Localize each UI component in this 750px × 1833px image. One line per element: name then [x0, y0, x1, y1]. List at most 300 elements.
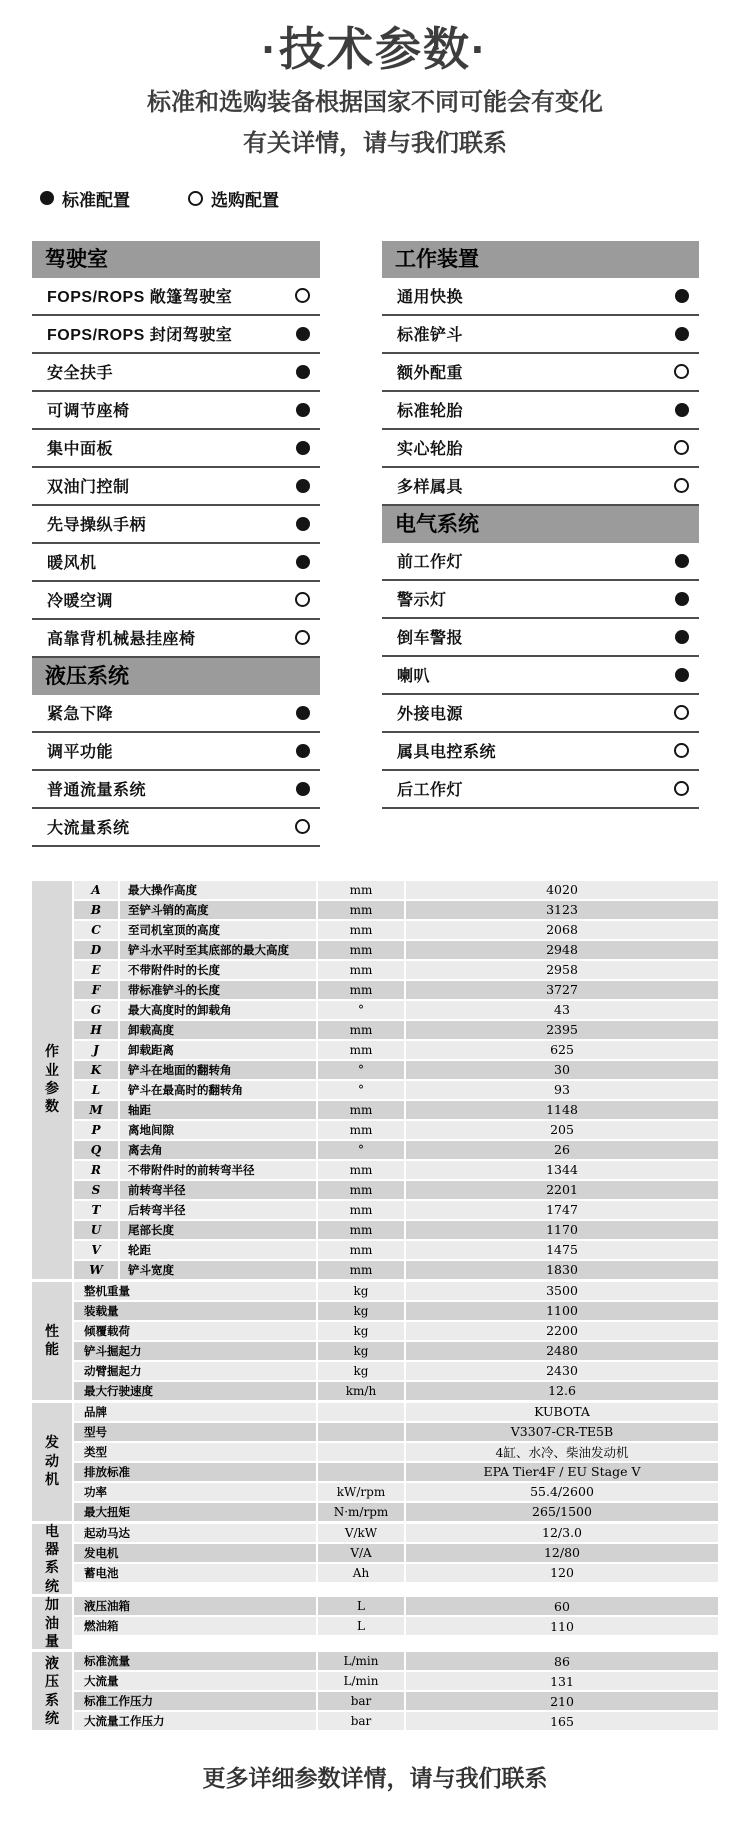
group-label-char: 系	[45, 1559, 59, 1576]
spec-unit: °	[318, 1001, 404, 1019]
table-row	[74, 1463, 718, 1481]
spec-value: 110	[406, 1617, 718, 1635]
equipment-column	[382, 241, 699, 847]
table-row	[74, 1041, 718, 1059]
spec-unit: L	[318, 1617, 404, 1635]
spec-desc: 轮距	[120, 1241, 316, 1259]
spec-desc: 至司机室顶的高度	[120, 921, 316, 939]
equipment-item-label: 标准铲斗	[397, 327, 464, 345]
spec-value: 165	[406, 1712, 718, 1730]
spec-letter: J	[74, 1041, 118, 1059]
group-label	[32, 1524, 72, 1595]
spec-letter: P	[74, 1121, 118, 1139]
equipment-item-label: 可调节座椅	[47, 403, 130, 421]
table-row	[74, 1483, 718, 1501]
legend-standard	[40, 186, 130, 211]
spec-desc: 类型	[74, 1443, 316, 1461]
standard-dot-icon	[296, 706, 310, 720]
spec-desc: 液压油箱	[74, 1597, 316, 1615]
spec-unit: kg	[318, 1302, 404, 1320]
table-row	[74, 1322, 718, 1340]
table-row	[74, 981, 718, 999]
table-row	[74, 1342, 718, 1360]
spec-desc: 卸载距离	[120, 1041, 316, 1059]
equipment-columns	[32, 241, 750, 847]
spec-value: 30	[406, 1061, 718, 1079]
standard-dot-icon	[675, 554, 689, 568]
spec-unit: mm	[318, 901, 404, 919]
table-row	[74, 1503, 718, 1521]
spec-desc: 型号	[74, 1423, 316, 1441]
group-rows	[74, 881, 718, 1279]
equipment-item	[32, 278, 320, 316]
spec-desc: 动臂掘起力	[74, 1362, 316, 1380]
spec-value: 3500	[406, 1282, 718, 1300]
legend-optional	[188, 186, 279, 211]
spec-unit: mm	[318, 881, 404, 899]
spec-letter: U	[74, 1221, 118, 1239]
table-row	[74, 961, 718, 979]
spec-group	[32, 1282, 718, 1400]
spec-letter: L	[74, 1081, 118, 1099]
spec-desc: 轴距	[120, 1101, 316, 1119]
spec-value: EPA Tier4F / EU Stage V	[406, 1463, 718, 1481]
equipment-item	[32, 582, 320, 620]
group-label-char: 液	[45, 1655, 59, 1672]
optional-dot-icon	[674, 705, 689, 720]
spec-unit: L	[318, 1597, 404, 1615]
spec-value: 1830	[406, 1261, 718, 1279]
equipment-item	[382, 619, 699, 657]
table-row	[74, 941, 718, 959]
table-row	[74, 1564, 718, 1582]
table-row	[74, 1692, 718, 1710]
spec-unit: mm	[318, 1161, 404, 1179]
spec-letter: R	[74, 1161, 118, 1179]
group-label-char: 能	[45, 1341, 59, 1358]
group-label	[32, 881, 72, 1279]
spec-value: 2480	[406, 1342, 718, 1360]
equipment-item	[382, 392, 699, 430]
spec-desc: 铲斗掘起力	[74, 1342, 316, 1360]
optional-dot-icon	[674, 478, 689, 493]
spec-unit: km/h	[318, 1382, 404, 1400]
spec-desc: 燃油箱	[74, 1617, 316, 1635]
equipment-item-label: 高靠背机械悬挂座椅	[47, 631, 196, 649]
optional-dot-icon	[295, 819, 310, 834]
standard-dot-icon	[296, 441, 310, 455]
spec-unit: mm	[318, 1201, 404, 1219]
spec-desc: 大流量工作压力	[74, 1712, 316, 1730]
spec-desc: 至铲斗销的高度	[120, 901, 316, 919]
spec-value: KUBOTA	[406, 1403, 718, 1421]
group-label	[32, 1282, 72, 1400]
spec-group	[32, 1403, 718, 1521]
group-rows	[74, 1524, 718, 1595]
spec-desc: 不带附件时的前转弯半径	[120, 1161, 316, 1179]
equipment-item-label: FOPS/ROPS 敞篷驾驶室	[47, 289, 233, 307]
equipment-item-label: 警示灯	[397, 592, 447, 610]
section-header: 驾驶室	[32, 241, 320, 278]
equipment-item-label: 普通流量系统	[47, 782, 147, 800]
equipment-item-label: 通用快换	[397, 289, 464, 307]
spec-value: 2395	[406, 1021, 718, 1039]
spec-value: 205	[406, 1121, 718, 1139]
equipment-item	[32, 620, 320, 658]
equipment-item	[382, 278, 699, 316]
equipment-item	[32, 695, 320, 733]
spec-unit: L/min	[318, 1652, 404, 1670]
group-label-char: 机	[45, 1471, 59, 1488]
group-label-char: 电	[45, 1522, 59, 1539]
table-row	[74, 1597, 718, 1615]
spec-value: 265/1500	[406, 1503, 718, 1521]
spec-letter: Q	[74, 1141, 118, 1159]
equipment-item-label: 先导操纵手柄	[47, 517, 147, 535]
equipment-item	[32, 354, 320, 392]
page-title: ·技术参数·	[261, 23, 489, 75]
group-label	[32, 1652, 72, 1730]
group-rows	[74, 1652, 718, 1730]
table-row	[74, 1161, 718, 1179]
spec-desc: 不带附件时的长度	[120, 961, 316, 979]
equipment-item	[32, 544, 320, 582]
spec-letter: D	[74, 941, 118, 959]
group-label-char: 量	[45, 1632, 59, 1649]
equipment-item	[32, 506, 320, 544]
group-label	[32, 1597, 72, 1649]
spec-value: 3123	[406, 901, 718, 919]
optional-dot-icon	[674, 781, 689, 796]
equipment-column	[32, 241, 320, 847]
spec-desc: 功率	[74, 1483, 316, 1501]
group-label-char: 业	[45, 1061, 59, 1078]
spec-value: 4缸、水冷、柴油发动机	[406, 1443, 718, 1461]
table-row	[74, 1382, 718, 1400]
table-row	[74, 881, 718, 899]
spec-letter: A	[74, 881, 118, 899]
group-rows	[74, 1403, 718, 1521]
spec-letter: H	[74, 1021, 118, 1039]
spec-value: 12.6	[406, 1382, 718, 1400]
table-row	[74, 1101, 718, 1119]
spec-value: 2958	[406, 961, 718, 979]
standard-dot-icon	[675, 668, 689, 682]
spec-desc: 铲斗在最高时的翻转角	[120, 1081, 316, 1099]
equipment-item-label: 集中面板	[47, 441, 114, 459]
table-row	[74, 1712, 718, 1730]
spec-unit: V/kW	[318, 1524, 404, 1542]
spec-desc: 后转弯半径	[120, 1201, 316, 1219]
standard-dot-icon	[296, 365, 310, 379]
spec-unit: kg	[318, 1362, 404, 1380]
table-row	[74, 1403, 718, 1421]
standard-dot-icon	[296, 327, 310, 341]
group-label-char: 数	[45, 1098, 59, 1115]
equipment-item	[382, 581, 699, 619]
spec-unit: mm	[318, 1021, 404, 1039]
group-rows	[74, 1282, 718, 1400]
spec-desc: 标准流量	[74, 1652, 316, 1670]
footer-note: 更多详细参数详情，请与我们联系	[202, 1765, 548, 1792]
spec-unit: N·m/rpm	[318, 1503, 404, 1521]
table-row	[74, 1617, 718, 1635]
spec-desc: 铲斗宽度	[120, 1261, 316, 1279]
spec-value: 120	[406, 1564, 718, 1582]
equipment-item	[382, 354, 699, 392]
spec-group	[32, 881, 718, 1279]
spec-group	[32, 1597, 718, 1649]
standard-dot-icon	[296, 744, 310, 758]
spec-letter: K	[74, 1061, 118, 1079]
spec-desc: 装载量	[74, 1302, 316, 1320]
spec-unit: kg	[318, 1342, 404, 1360]
spec-value: 210	[406, 1692, 718, 1710]
spec-value: 1344	[406, 1161, 718, 1179]
table-row	[74, 1302, 718, 1320]
spec-value: 2948	[406, 941, 718, 959]
group-label-char: 发	[45, 1434, 59, 1451]
group-rows	[74, 1597, 718, 1649]
table-row	[74, 1362, 718, 1380]
equipment-item-label: 外接电源	[397, 706, 464, 724]
spec-desc: 蓄电池	[74, 1564, 316, 1582]
equipment-item	[32, 771, 320, 809]
table-row	[74, 1241, 718, 1259]
spec-unit: bar	[318, 1712, 404, 1730]
group-label-char: 性	[45, 1322, 59, 1339]
standard-dot-icon	[675, 289, 689, 303]
spec-value: 1475	[406, 1241, 718, 1259]
equipment-item	[32, 430, 320, 468]
group-label-char: 作	[45, 1043, 59, 1060]
standard-dot-icon	[675, 403, 689, 417]
standard-dot-icon	[296, 479, 310, 493]
equipment-item	[382, 657, 699, 695]
spec-unit	[318, 1443, 404, 1461]
spec-letter: G	[74, 1001, 118, 1019]
equipment-item-label: 倒车警报	[397, 630, 464, 648]
table-row	[74, 1221, 718, 1239]
spec-value: 43	[406, 1001, 718, 1019]
equipment-item-label: 额外配重	[397, 365, 464, 383]
page-subtitle-line1: 标准和选购装备根据国家不同可能会有变化	[147, 89, 603, 117]
spec-letter: E	[74, 961, 118, 979]
equipment-item-label: 实心轮胎	[397, 441, 464, 459]
optional-dot-icon	[674, 743, 689, 758]
spec-unit	[318, 1403, 404, 1421]
table-row	[74, 1021, 718, 1039]
spec-unit: mm	[318, 1241, 404, 1259]
spec-value: 1170	[406, 1221, 718, 1239]
group-label-char: 加	[45, 1596, 59, 1613]
spec-desc: 最大扭矩	[74, 1503, 316, 1521]
standard-dot-icon	[296, 403, 310, 417]
table-row	[74, 1652, 718, 1670]
table-row	[74, 1121, 718, 1139]
spec-unit: mm	[318, 1041, 404, 1059]
spec-desc: 铲斗在地面的翻转角	[120, 1061, 316, 1079]
spec-desc: 发电机	[74, 1544, 316, 1562]
table-row	[74, 1261, 718, 1279]
spec-value: 625	[406, 1041, 718, 1059]
spec-value: 3727	[406, 981, 718, 999]
spec-value: 12/80	[406, 1544, 718, 1562]
spec-unit: mm	[318, 1101, 404, 1119]
spec-letter: V	[74, 1241, 118, 1259]
spec-unit: L/min	[318, 1672, 404, 1690]
spec-desc: 最大操作高度	[120, 881, 316, 899]
equipment-item	[382, 468, 699, 506]
table-row	[74, 1061, 718, 1079]
spec-desc: 最大高度时的卸载角	[120, 1001, 316, 1019]
equipment-item	[32, 316, 320, 354]
spec-unit: mm	[318, 961, 404, 979]
table-row	[74, 1423, 718, 1441]
table-row	[74, 1282, 718, 1300]
spec-desc: 铲斗水平时至其底部的最大高度	[120, 941, 316, 959]
spec-group	[32, 1652, 718, 1730]
spec-unit: V/A	[318, 1544, 404, 1562]
equipment-item-label: 大流量系统	[47, 820, 130, 838]
spec-unit: mm	[318, 1121, 404, 1139]
standard-dot-icon	[675, 592, 689, 606]
spec-desc: 品牌	[74, 1403, 316, 1421]
group-label-char: 油	[45, 1614, 59, 1631]
equipment-item	[32, 809, 320, 847]
equipment-item	[382, 543, 699, 581]
spec-desc: 标准工作压力	[74, 1692, 316, 1710]
equipment-item-label: 后工作灯	[397, 782, 464, 800]
equipment-item-label: 暖风机	[47, 555, 97, 573]
spec-desc: 离去角	[120, 1141, 316, 1159]
spec-value: 2201	[406, 1181, 718, 1199]
group-label-char: 参	[45, 1080, 59, 1097]
group-label-char: 器	[45, 1540, 59, 1557]
spec-value: 4020	[406, 881, 718, 899]
spec-unit: Ah	[318, 1564, 404, 1582]
spec-letter: S	[74, 1181, 118, 1199]
table-row	[74, 1524, 718, 1542]
table-row	[74, 1672, 718, 1690]
spec-unit	[318, 1423, 404, 1441]
spec-desc: 排放标准	[74, 1463, 316, 1481]
table-row	[74, 1141, 718, 1159]
equipment-item	[32, 468, 320, 506]
optional-dot-icon	[188, 191, 203, 206]
spec-value: 26	[406, 1141, 718, 1159]
spec-table	[32, 881, 718, 1731]
table-row	[74, 921, 718, 939]
spec-value: 2068	[406, 921, 718, 939]
equipment-item-label: 前工作灯	[397, 554, 464, 572]
table-row	[74, 1544, 718, 1562]
spec-letter: C	[74, 921, 118, 939]
standard-dot-icon	[296, 782, 310, 796]
spec-unit	[318, 1463, 404, 1481]
legend-optional-label: 选购配置	[211, 190, 279, 210]
group-label-char: 动	[45, 1452, 59, 1469]
table-row	[74, 1201, 718, 1219]
spec-unit: kg	[318, 1322, 404, 1340]
spec-value: 2200	[406, 1322, 718, 1340]
spec-desc: 离地间隙	[120, 1121, 316, 1139]
optional-dot-icon	[295, 592, 310, 607]
equipment-item	[382, 316, 699, 354]
table-row	[74, 1001, 718, 1019]
spec-value: 55.4/2600	[406, 1483, 718, 1501]
table-row	[74, 1443, 718, 1461]
spec-unit: mm	[318, 941, 404, 959]
optional-dot-icon	[674, 364, 689, 379]
equipment-item	[382, 733, 699, 771]
spec-value: 1148	[406, 1101, 718, 1119]
equipment-item-label: 安全扶手	[47, 365, 114, 383]
spec-desc: 尾部长度	[120, 1221, 316, 1239]
spec-letter: B	[74, 901, 118, 919]
equipment-item-label: 调平功能	[47, 744, 114, 762]
spec-unit: °	[318, 1081, 404, 1099]
spec-value: 86	[406, 1652, 718, 1670]
equipment-item	[382, 430, 699, 468]
table-row	[74, 1181, 718, 1199]
spec-desc: 最大行驶速度	[74, 1382, 316, 1400]
equipment-item	[32, 733, 320, 771]
spec-unit: mm	[318, 1221, 404, 1239]
equipment-item	[382, 771, 699, 809]
spec-value: 12/3.0	[406, 1524, 718, 1542]
spec-letter: F	[74, 981, 118, 999]
spec-unit: mm	[318, 921, 404, 939]
spec-letter: W	[74, 1261, 118, 1279]
group-label-char: 系	[45, 1691, 59, 1708]
equipment-item-label: 喇叭	[397, 668, 431, 686]
table-row	[74, 1081, 718, 1099]
spec-unit: °	[318, 1141, 404, 1159]
standard-dot-icon	[296, 517, 310, 531]
table-row	[74, 901, 718, 919]
spec-value: 1100	[406, 1302, 718, 1320]
equipment-item	[382, 695, 699, 733]
optional-dot-icon	[295, 630, 310, 645]
spec-desc: 整机重量	[74, 1282, 316, 1300]
group-label-char: 统	[45, 1577, 59, 1594]
legend	[40, 186, 750, 211]
spec-desc: 带标准铲斗的长度	[120, 981, 316, 999]
page-subtitle-line2: 有关详情，请与我们联系	[243, 130, 507, 158]
section-header: 工作装置	[382, 241, 699, 278]
spec-value: 2430	[406, 1362, 718, 1380]
spec-unit: °	[318, 1061, 404, 1079]
equipment-item-label: 标准轮胎	[397, 403, 464, 421]
spec-unit: bar	[318, 1692, 404, 1710]
standard-dot-icon	[675, 327, 689, 341]
spec-value: 93	[406, 1081, 718, 1099]
spec-value: 131	[406, 1672, 718, 1690]
optional-dot-icon	[295, 288, 310, 303]
group-label-char: 压	[45, 1673, 59, 1690]
spec-letter: M	[74, 1101, 118, 1119]
standard-dot-icon	[296, 555, 310, 569]
equipment-item-label: FOPS/ROPS 封闭驾驶室	[47, 327, 233, 345]
equipment-item	[32, 392, 320, 430]
equipment-item-label: 冷暖空调	[47, 593, 114, 611]
standard-dot-icon	[40, 191, 54, 205]
spec-value: V3307-CR-TE5B	[406, 1423, 718, 1441]
group-label-char: 统	[45, 1710, 59, 1727]
spec-value: 1747	[406, 1201, 718, 1219]
group-label	[32, 1403, 72, 1521]
